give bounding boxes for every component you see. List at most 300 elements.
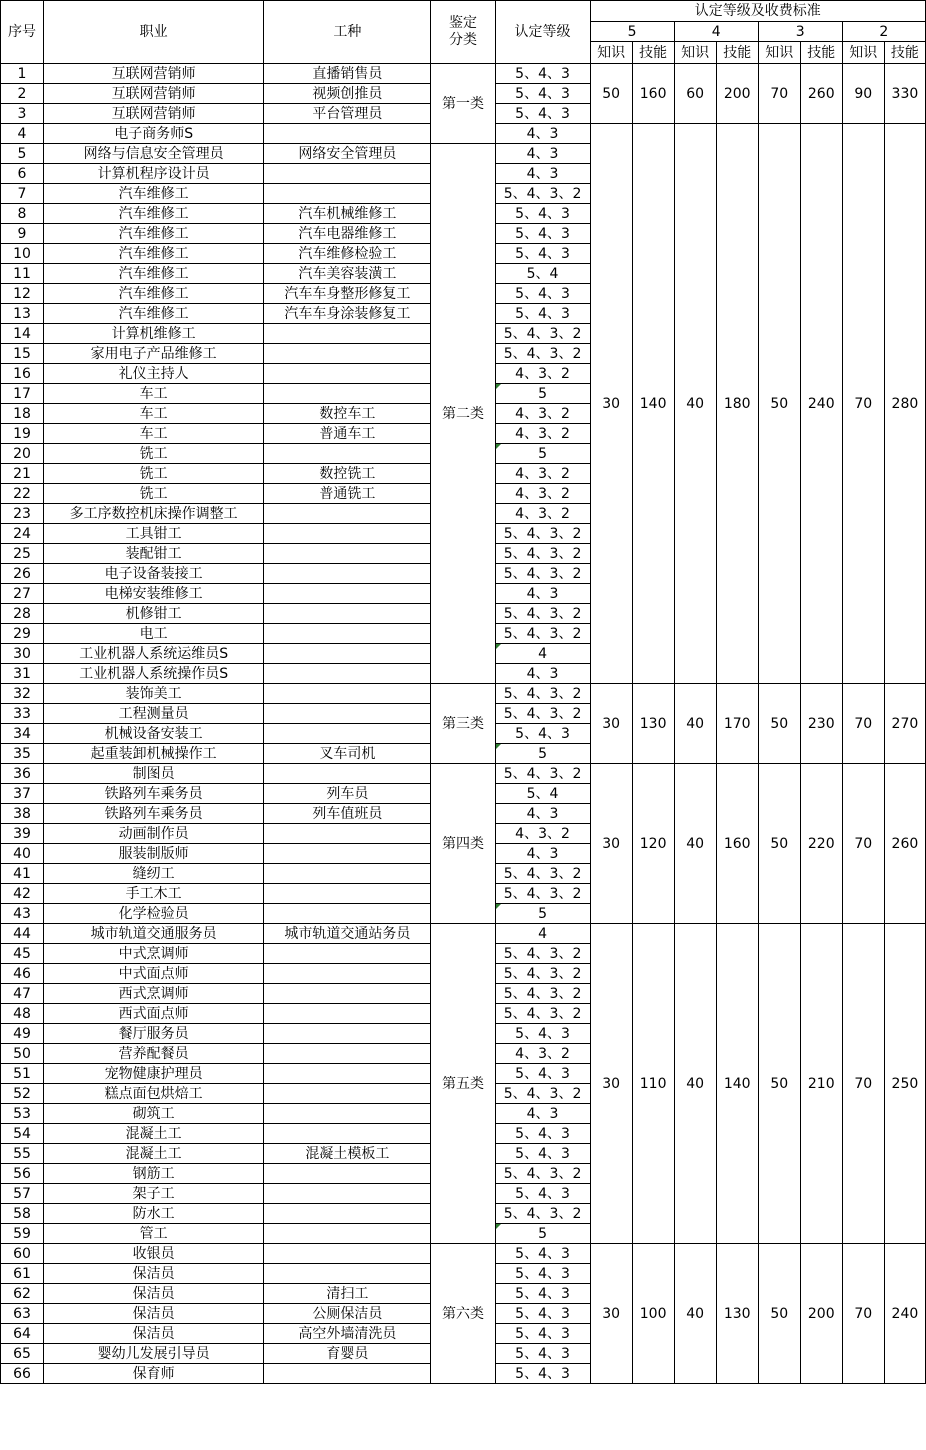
row-number: 57: [1, 1184, 44, 1204]
occupation-cell: 防水工: [44, 1204, 264, 1224]
row-number: 52: [1, 1084, 44, 1104]
header-knowledge: 知识: [674, 42, 716, 64]
header-level-5: 5: [590, 22, 674, 42]
fee-knowledge-cell: 50: [758, 124, 800, 684]
occupation-cell: 管工: [44, 1224, 264, 1244]
certified-levels-cell: 5: [495, 904, 590, 924]
header-level-4: 4: [674, 22, 758, 42]
occupation-cell: 保育师: [44, 1364, 264, 1384]
row-number: 5: [1, 144, 44, 164]
header-skill: 技能: [884, 42, 925, 64]
fee-knowledge-cell: 40: [674, 924, 716, 1244]
occupation-cell: 制图员: [44, 764, 264, 784]
certified-levels-cell: 5: [495, 1224, 590, 1244]
certified-levels-cell: 4、3、2: [495, 424, 590, 444]
table-row: [1, 64, 926, 84]
appraisal-class-cell: 第二类: [431, 144, 495, 684]
certified-levels-cell: 5、4、3: [495, 1184, 590, 1204]
row-number: 41: [1, 864, 44, 884]
header-skill: 技能: [632, 42, 674, 64]
row-number: 7: [1, 184, 44, 204]
occupation-cell: 西式烹调师: [44, 984, 264, 1004]
certified-levels-cell: 5、4、3: [495, 244, 590, 264]
trade-cell: [264, 124, 431, 144]
fee-skill-cell: 270: [884, 684, 925, 764]
fee-skill-cell: 260: [884, 764, 925, 924]
trade-cell: 数控车工: [264, 404, 431, 424]
fee-skill-cell: 130: [716, 1244, 758, 1384]
row-number: 6: [1, 164, 44, 184]
trade-cell: [264, 584, 431, 604]
row-number: 25: [1, 544, 44, 564]
trade-cell: 平台管理员: [264, 104, 431, 124]
certified-levels-cell: 5、4、3: [495, 224, 590, 244]
occupation-cell: 化学检验员: [44, 904, 264, 924]
certified-levels-cell: 4、3、2: [495, 824, 590, 844]
occupation-cell: 工程测量员: [44, 704, 264, 724]
occupation-cell: 铣工: [44, 444, 264, 464]
occupation-cell: 网络与信息安全管理员: [44, 144, 264, 164]
header-knowledge: 知识: [758, 42, 800, 64]
row-number: 4: [1, 124, 44, 144]
occupation-cell: 铣工: [44, 484, 264, 504]
trade-cell: [264, 1024, 431, 1044]
fee-skill-cell: 330: [884, 64, 925, 124]
row-number: 31: [1, 664, 44, 684]
occupation-cell: 保洁员: [44, 1284, 264, 1304]
row-number: 19: [1, 424, 44, 444]
certified-levels-cell: 5: [495, 444, 590, 464]
occupation-cell: 工业机器人系统操作员S: [44, 664, 264, 684]
trade-cell: [264, 724, 431, 744]
occupation-cell: 缝纫工: [44, 864, 264, 884]
appraisal-class-cell: 第五类: [431, 924, 495, 1244]
occupation-cell: 宠物健康护理员: [44, 1064, 264, 1084]
certified-levels-cell: 4、3: [495, 584, 590, 604]
certified-levels-cell: 5、4、3: [495, 1124, 590, 1144]
trade-cell: [264, 544, 431, 564]
occupation-cell: 保洁员: [44, 1304, 264, 1324]
occupation-cell: 互联网营销师: [44, 64, 264, 84]
row-number: 50: [1, 1044, 44, 1064]
occupation-cell: 西式面点师: [44, 1004, 264, 1024]
certified-levels-cell: 5、4、3: [495, 1244, 590, 1264]
certified-levels-cell: 5、4、3、2: [495, 764, 590, 784]
fee-knowledge-cell: 70: [842, 924, 884, 1244]
occupation-cell: 电子商务师S: [44, 124, 264, 144]
trade-cell: [264, 1264, 431, 1284]
certified-levels-cell: 5、4、3: [495, 1324, 590, 1344]
fee-skill-cell: 240: [884, 1244, 925, 1384]
occupation-cell: 计算机维修工: [44, 324, 264, 344]
row-number: 8: [1, 204, 44, 224]
fee-skill-cell: 100: [632, 1244, 674, 1384]
certified-levels-cell: 5、4: [495, 784, 590, 804]
cell-comment-marker-icon: [496, 444, 501, 449]
row-number: 27: [1, 584, 44, 604]
row-number: 3: [1, 104, 44, 124]
occupation-cell: 汽车维修工: [44, 264, 264, 284]
trade-cell: 列车员: [264, 784, 431, 804]
trade-cell: [264, 984, 431, 1004]
occupation-cell: 车工: [44, 384, 264, 404]
row-number: 60: [1, 1244, 44, 1264]
row-number: 35: [1, 744, 44, 764]
row-number: 15: [1, 344, 44, 364]
fee-knowledge-cell: 90: [842, 64, 884, 124]
certified-levels-cell: 4、3: [495, 844, 590, 864]
row-number: 33: [1, 704, 44, 724]
trade-cell: [264, 1104, 431, 1124]
fee-skill-cell: 200: [716, 64, 758, 124]
row-number: 16: [1, 364, 44, 384]
certified-levels-cell: 4、3、2: [495, 464, 590, 484]
fee-skill-cell: 130: [632, 684, 674, 764]
certified-levels-cell: 4、3、2: [495, 404, 590, 424]
fee-knowledge-cell: 30: [590, 684, 632, 764]
fee-skill-cell: 210: [800, 924, 842, 1244]
certified-levels-cell: 5、4、3、2: [495, 1164, 590, 1184]
row-number: 37: [1, 784, 44, 804]
trade-cell: 混凝土模板工: [264, 1144, 431, 1164]
row-number: 58: [1, 1204, 44, 1224]
appraisal-class-cell: 第六类: [431, 1244, 495, 1384]
certified-levels-cell: 5、4、3、2: [495, 884, 590, 904]
occupation-cell: 架子工: [44, 1184, 264, 1204]
trade-cell: 汽车车身涂装修复工: [264, 304, 431, 324]
appraisal-class-cell: 第一类: [431, 64, 495, 144]
certified-levels-cell: 5、4、3: [495, 1024, 590, 1044]
fee-knowledge-cell: 70: [842, 1244, 884, 1384]
header-knowledge: 知识: [842, 42, 884, 64]
header-level-3: 3: [758, 22, 842, 42]
occupation-cell: 保洁员: [44, 1324, 264, 1344]
fee-knowledge-cell: 50: [590, 64, 632, 124]
fee-skill-cell: 140: [716, 924, 758, 1244]
trade-cell: [264, 184, 431, 204]
row-number: 23: [1, 504, 44, 524]
row-number: 56: [1, 1164, 44, 1184]
row-number: 48: [1, 1004, 44, 1024]
trade-cell: 汽车美容装潢工: [264, 264, 431, 284]
fee-knowledge-cell: 50: [758, 1244, 800, 1384]
certified-levels-cell: 4: [495, 924, 590, 944]
fee-knowledge-cell: 40: [674, 1244, 716, 1384]
row-number: 42: [1, 884, 44, 904]
row-number: 2: [1, 84, 44, 104]
trade-cell: [264, 644, 431, 664]
trade-cell: [264, 164, 431, 184]
certified-levels-cell: 5、4、3、2: [495, 344, 590, 364]
occupation-cell: 婴幼儿发展引导员: [44, 1344, 264, 1364]
fee-knowledge-cell: 30: [590, 1244, 632, 1384]
certified-levels-cell: 5、4、3、2: [495, 184, 590, 204]
certified-levels-cell: 4、3、2: [495, 1044, 590, 1064]
certified-levels-cell: 5: [495, 744, 590, 764]
certified-levels-cell: 5、4、3、2: [495, 524, 590, 544]
certified-levels-cell: 5、4、3: [495, 1264, 590, 1284]
occupation-cell: 装配钳工: [44, 544, 264, 564]
row-number: 40: [1, 844, 44, 864]
header-level-2: 2: [842, 22, 925, 42]
certified-levels-cell: 4、3: [495, 144, 590, 164]
row-number: 49: [1, 1024, 44, 1044]
certified-levels-cell: 4: [495, 644, 590, 664]
certified-levels-cell: 4、3、2: [495, 364, 590, 384]
trade-cell: [264, 864, 431, 884]
row-number: 55: [1, 1144, 44, 1164]
occupation-cell: 钢筋工: [44, 1164, 264, 1184]
trade-cell: [264, 1124, 431, 1144]
row-number: 61: [1, 1264, 44, 1284]
fee-skill-cell: 230: [800, 684, 842, 764]
table-row: [1, 1244, 926, 1264]
header-skill: 技能: [716, 42, 758, 64]
occupation-cell: 礼仪主持人: [44, 364, 264, 384]
trade-cell: 育婴员: [264, 1344, 431, 1364]
trade-cell: [264, 624, 431, 644]
occupation-cell: 车工: [44, 424, 264, 444]
row-number: 39: [1, 824, 44, 844]
row-number: 9: [1, 224, 44, 244]
occupation-cell: 工具钳工: [44, 524, 264, 544]
certified-levels-cell: 4、3: [495, 1104, 590, 1124]
trade-cell: [264, 1064, 431, 1084]
fee-knowledge-cell: 70: [842, 684, 884, 764]
occupation-cell: 计算机程序设计员: [44, 164, 264, 184]
certified-levels-cell: 5、4、3、2: [495, 324, 590, 344]
certified-levels-cell: 4、3、2: [495, 504, 590, 524]
row-number: 38: [1, 804, 44, 824]
trade-cell: 列车值班员: [264, 804, 431, 824]
row-number: 12: [1, 284, 44, 304]
fee-knowledge-cell: 40: [674, 684, 716, 764]
certified-levels-cell: 5、4、3、2: [495, 984, 590, 1004]
occupation-cell: 铣工: [44, 464, 264, 484]
occupation-cell: 工业机器人系统运维员S: [44, 644, 264, 664]
trade-cell: 数控铣工: [264, 464, 431, 484]
row-number: 43: [1, 904, 44, 924]
occupation-cell: 机修钳工: [44, 604, 264, 624]
trade-cell: [264, 1184, 431, 1204]
row-number: 26: [1, 564, 44, 584]
occupation-cell: 糕点面包烘焙工: [44, 1084, 264, 1104]
row-number: 47: [1, 984, 44, 1004]
certified-levels-cell: 5、4、3、2: [495, 604, 590, 624]
certified-levels-cell: 4、3: [495, 124, 590, 144]
occupation-cell: 多工序数控机床操作调整工: [44, 504, 264, 524]
trade-cell: 汽车机械维修工: [264, 204, 431, 224]
occupation-cell: 汽车维修工: [44, 204, 264, 224]
fee-knowledge-cell: 30: [590, 124, 632, 684]
trade-cell: [264, 444, 431, 464]
fee-skill-cell: 160: [716, 764, 758, 924]
row-number: 30: [1, 644, 44, 664]
certified-levels-cell: 5、4、3: [495, 304, 590, 324]
certified-levels-cell: 5、4、3: [495, 1064, 590, 1084]
row-number: 18: [1, 404, 44, 424]
appraisal-class-cell: 第三类: [431, 684, 495, 764]
occupation-cell: 服装制版师: [44, 844, 264, 864]
trade-cell: [264, 504, 431, 524]
occupation-cell: 电梯安装维修工: [44, 584, 264, 604]
occupation-cell: 起重装卸机械操作工: [44, 744, 264, 764]
trade-cell: 城市轨道交通站务员: [264, 924, 431, 944]
table-row: [1, 684, 926, 704]
certified-levels-cell: 4、3: [495, 164, 590, 184]
fee-knowledge-cell: 70: [842, 764, 884, 924]
certified-levels-cell: 5、4、3、2: [495, 944, 590, 964]
certified-levels-cell: 5、4、3: [495, 1364, 590, 1384]
table-row: [1, 764, 926, 784]
occupation-cell: 车工: [44, 404, 264, 424]
trade-cell: [264, 604, 431, 624]
occupation-cell: 中式烹调师: [44, 944, 264, 964]
trade-cell: [264, 524, 431, 544]
certified-levels-cell: 5、4、3、2: [495, 684, 590, 704]
appraisal-class-cell: 第四类: [431, 764, 495, 924]
trade-cell: [264, 1224, 431, 1244]
trade-cell: [264, 824, 431, 844]
trade-cell: [264, 1044, 431, 1064]
header-skill: 技能: [800, 42, 842, 64]
header-knowledge: 知识: [590, 42, 632, 64]
header-fee-group: 认定等级及收费标准: [590, 1, 925, 22]
occupation-cell: 动画制作员: [44, 824, 264, 844]
trade-cell: [264, 684, 431, 704]
certified-levels-cell: 4、3: [495, 804, 590, 824]
header-appraisal: [431, 1, 495, 64]
row-number: 11: [1, 264, 44, 284]
trade-cell: [264, 664, 431, 684]
certified-levels-cell: 5、4、3: [495, 1284, 590, 1304]
occupation-cell: 汽车维修工: [44, 224, 264, 244]
row-number: 53: [1, 1104, 44, 1124]
row-number: 44: [1, 924, 44, 944]
occupation-cell: 收银员: [44, 1244, 264, 1264]
fee-knowledge-cell: 30: [590, 924, 632, 1244]
occupation-cell: 汽车维修工: [44, 284, 264, 304]
cell-comment-marker-icon: [496, 644, 501, 649]
occupation-cell: 保洁员: [44, 1264, 264, 1284]
occupation-cell: 互联网营销师: [44, 104, 264, 124]
row-number: 13: [1, 304, 44, 324]
certified-levels-cell: 5、4、3、2: [495, 1004, 590, 1024]
fee-knowledge-cell: 50: [758, 764, 800, 924]
trade-cell: [264, 1204, 431, 1224]
row-number: 36: [1, 764, 44, 784]
occupation-cell: 电子设备装接工: [44, 564, 264, 584]
trade-cell: 高空外墙清洗员: [264, 1324, 431, 1344]
fee-skill-cell: 170: [716, 684, 758, 764]
occupation-cell: 电工: [44, 624, 264, 644]
trade-cell: [264, 564, 431, 584]
row-number: 10: [1, 244, 44, 264]
occupation-cell: 汽车维修工: [44, 184, 264, 204]
fee-skill-cell: 240: [800, 124, 842, 684]
occupation-cell: 互联网营销师: [44, 84, 264, 104]
row-number: 34: [1, 724, 44, 744]
certified-levels-cell: 5、4、3、2: [495, 1084, 590, 1104]
trade-cell: [264, 904, 431, 924]
trade-cell: [264, 344, 431, 364]
row-number: 14: [1, 324, 44, 344]
fee-skill-cell: 140: [632, 124, 674, 684]
certified-levels-cell: 5、4、3: [495, 84, 590, 104]
certified-levels-cell: 5、4、3、2: [495, 544, 590, 564]
fee-skill-cell: 260: [800, 64, 842, 124]
trade-cell: [264, 844, 431, 864]
trade-cell: [264, 764, 431, 784]
occupation-cell: 手工木工: [44, 884, 264, 904]
row-number: 1: [1, 64, 44, 84]
occupation-cell: 汽车维修工: [44, 244, 264, 264]
trade-cell: 叉车司机: [264, 744, 431, 764]
certified-levels-cell: 4、3: [495, 664, 590, 684]
certified-levels-cell: 5: [495, 384, 590, 404]
trade-cell: [264, 1164, 431, 1184]
trade-cell: [264, 884, 431, 904]
fee-knowledge-cell: 40: [674, 124, 716, 684]
row-number: 20: [1, 444, 44, 464]
trade-cell: 公厕保洁员: [264, 1304, 431, 1324]
row-number: 62: [1, 1284, 44, 1304]
row-number: 29: [1, 624, 44, 644]
certified-levels-cell: 5、4、3: [495, 64, 590, 84]
cell-comment-marker-icon: [496, 744, 501, 749]
certified-levels-cell: 5、4、3、2: [495, 864, 590, 884]
fee-skill-cell: 120: [632, 764, 674, 924]
certified-levels-cell: 4、3、2: [495, 484, 590, 504]
fee-knowledge-cell: 60: [674, 64, 716, 124]
occupation-cell: 家用电子产品维修工: [44, 344, 264, 364]
header-trade: 工种: [264, 1, 431, 64]
trade-cell: 汽车维修检验工: [264, 244, 431, 264]
trade-cell: [264, 384, 431, 404]
trade-cell: [264, 704, 431, 724]
row-number: 66: [1, 1364, 44, 1384]
occupation-cell: 汽车维修工: [44, 304, 264, 324]
header-seq: 序号: [1, 1, 44, 64]
certified-levels-cell: 5、4: [495, 264, 590, 284]
occupation-cell: 机械设备安装工: [44, 724, 264, 744]
trade-cell: [264, 1244, 431, 1264]
fee-skill-cell: 200: [800, 1244, 842, 1384]
row-number: 64: [1, 1324, 44, 1344]
certified-levels-cell: 5、4、3: [495, 284, 590, 304]
row-number: 24: [1, 524, 44, 544]
header-levels: 认定等级: [495, 1, 590, 64]
occupation-cell: 装饰美工: [44, 684, 264, 704]
fee-knowledge-cell: 50: [758, 924, 800, 1244]
trade-cell: 汽车车身整形修复工: [264, 284, 431, 304]
certified-levels-cell: 5、4、3: [495, 204, 590, 224]
fee-skill-cell: 220: [800, 764, 842, 924]
trade-cell: [264, 324, 431, 344]
certified-levels-cell: 5、4、3: [495, 1144, 590, 1164]
row-number: 17: [1, 384, 44, 404]
occupation-cell: 餐厅服务员: [44, 1024, 264, 1044]
fee-knowledge-cell: 30: [590, 764, 632, 924]
trade-cell: 清扫工: [264, 1284, 431, 1304]
trade-cell: [264, 364, 431, 384]
cell-comment-marker-icon: [496, 384, 501, 389]
trade-cell: 汽车电器维修工: [264, 224, 431, 244]
trade-cell: [264, 1004, 431, 1024]
trade-cell: [264, 1364, 431, 1384]
trade-cell: [264, 1084, 431, 1104]
trade-cell: 直播销售员: [264, 64, 431, 84]
